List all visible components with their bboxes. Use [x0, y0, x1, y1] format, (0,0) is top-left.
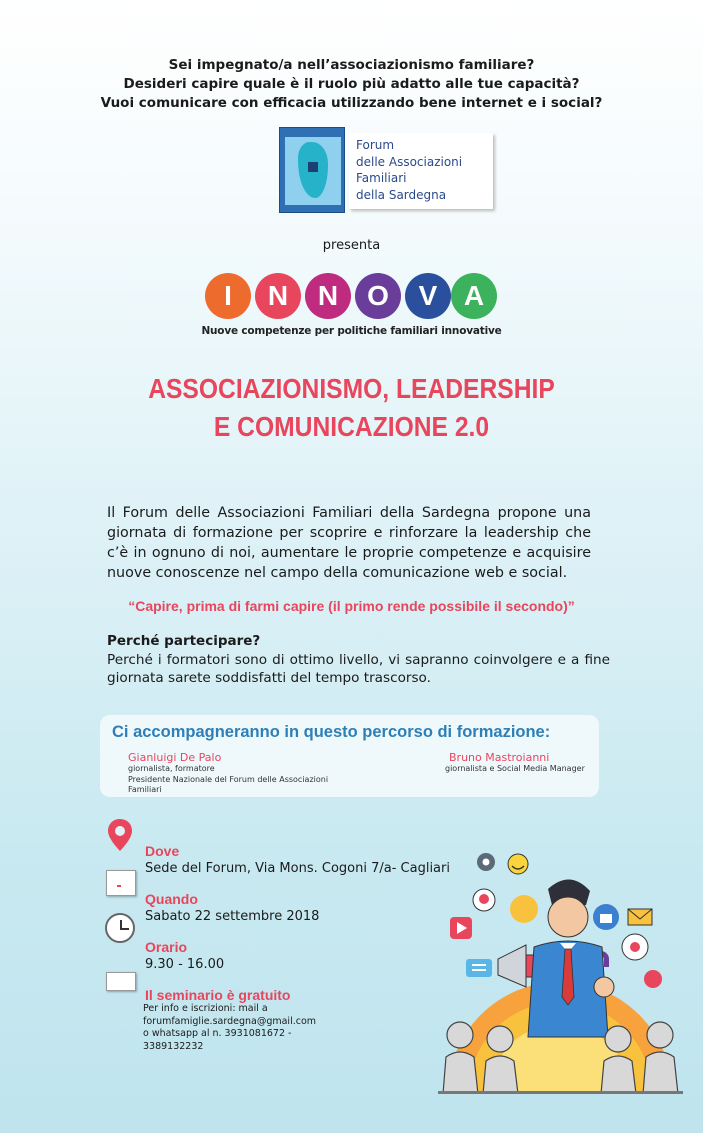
innova-letter-n1: N	[255, 273, 301, 319]
forum-logo-line-1: Forum	[356, 138, 395, 152]
quote: “Capire, prima di farmi capire (il primo rende possibile il secondo)”	[128, 598, 575, 614]
main-title-line-1: ASSOCIAZIONISMO, LEADERSHIP	[148, 373, 555, 404]
time-title: Orario	[145, 939, 188, 955]
innova-letter-i: I	[205, 273, 251, 319]
why-title: Perché partecipare?	[107, 633, 261, 649]
clock-icon	[105, 913, 135, 943]
info-block	[143, 1003, 316, 1053]
intro-line-1: Sei impegnato/a nell’associazionismo familiare?	[168, 57, 535, 73]
forum-logo-line-4: della Sardegna	[356, 187, 447, 202]
social-media-illustration	[438, 847, 683, 1094]
description-line-4: nuove conoscenze nel campo della comunicazione web e social.	[107, 565, 568, 581]
info-line-1: Per info e iscrizioni: mail a	[143, 1003, 268, 1014]
ticket-icon	[106, 972, 136, 991]
info-email: forumfamiglie.sardegna@gmail.com	[143, 1015, 317, 1027]
trainer-2-role: giornalista e Social Media Manager	[445, 764, 585, 773]
trainers-title: Ci accompagneranno in questo percorso di formazione:	[112, 723, 551, 741]
description	[107, 503, 591, 583]
trainer-1-role-2: Presidente Nazionale del Forum delle Associazioni	[128, 774, 329, 784]
info-line-3: o whatsapp al n. 3931081672 -	[143, 1028, 292, 1039]
where-text: Sede del Forum, Via Mons. Cogoni 7/a- Cagliari	[145, 861, 450, 876]
main-title	[42, 370, 661, 446]
forum-logo-text	[349, 133, 493, 209]
chat-icon	[466, 959, 492, 977]
innova-letter-o: O	[355, 273, 401, 319]
heart-icon	[622, 934, 648, 960]
bulb-icon	[510, 895, 538, 923]
trainer-1-role-3: Familiari	[128, 785, 162, 794]
why-line-2: giornata sarete soddisfatti del tempo trascorso.	[107, 670, 431, 686]
trainer-1-role-1: giornalista, formatore	[128, 764, 215, 773]
when-text: Sabato 22 settembre 2018	[145, 909, 320, 924]
like-icon	[593, 904, 619, 930]
why-line-1: Perché i formatori sono di ottimo livello, vi sapranno coinvolgere e a fine	[107, 652, 610, 668]
where-title: Dove	[145, 843, 180, 859]
description-line-1: Il Forum delle Associazioni Familiari della Sardegna propone una	[107, 505, 591, 521]
innova-letter-n2: N	[305, 273, 351, 319]
innova-letter-v: V	[405, 273, 451, 319]
why-text	[107, 651, 610, 687]
pie-icon	[644, 970, 662, 988]
trainers-box	[100, 715, 599, 797]
free-title: Il seminario è gratuito	[145, 987, 291, 1003]
intro-questions	[0, 56, 703, 113]
man-figure	[528, 879, 614, 1037]
presenta-text: presenta	[322, 238, 381, 253]
main-title-line-2: E COMUNICAZIONE 2.0	[213, 411, 490, 442]
youtube-icon	[450, 917, 472, 939]
forum-logo	[279, 127, 495, 213]
trainer-2	[445, 751, 585, 775]
location-pin-icon	[107, 818, 133, 852]
trainer-1-name: Gianluigi De Palo	[128, 751, 222, 764]
info-phone: 3389132232	[143, 1040, 204, 1052]
intro-line-2: Desideri capire quale è il ruolo più adatto alle tue capacità?	[123, 76, 580, 92]
forum-logo-line-3: Familiari	[356, 171, 407, 185]
smiley-icon	[508, 854, 528, 874]
sardinia-logo-image	[279, 127, 345, 213]
heart-pin-icon	[473, 889, 495, 911]
forum-logo-line-2: delle Associazioni	[356, 154, 463, 169]
mail-icon	[628, 909, 652, 925]
description-line-3: c’è in ognuno di noi, aumentare le proprie competenze e acquisire	[107, 545, 591, 561]
gear-icon	[477, 853, 495, 871]
innova-letter-a: A	[451, 273, 497, 319]
innova-logo	[205, 273, 505, 321]
description-line-2: giornata di formazione per scoprire e rinforzare la leadership che	[107, 525, 591, 541]
time-text: 9.30 - 16.00	[145, 957, 225, 972]
innova-tagline: Nuove competenze per politiche familiari innovative	[201, 325, 502, 337]
trainer-2-name: Bruno Mastroianni	[449, 751, 550, 764]
intro-line-3: Vuoi comunicare con efficacia utilizzando bene internet e i social?	[100, 95, 603, 111]
trainer-1	[128, 751, 328, 796]
when-title: Quando	[145, 891, 198, 907]
calendar-icon	[106, 870, 136, 896]
